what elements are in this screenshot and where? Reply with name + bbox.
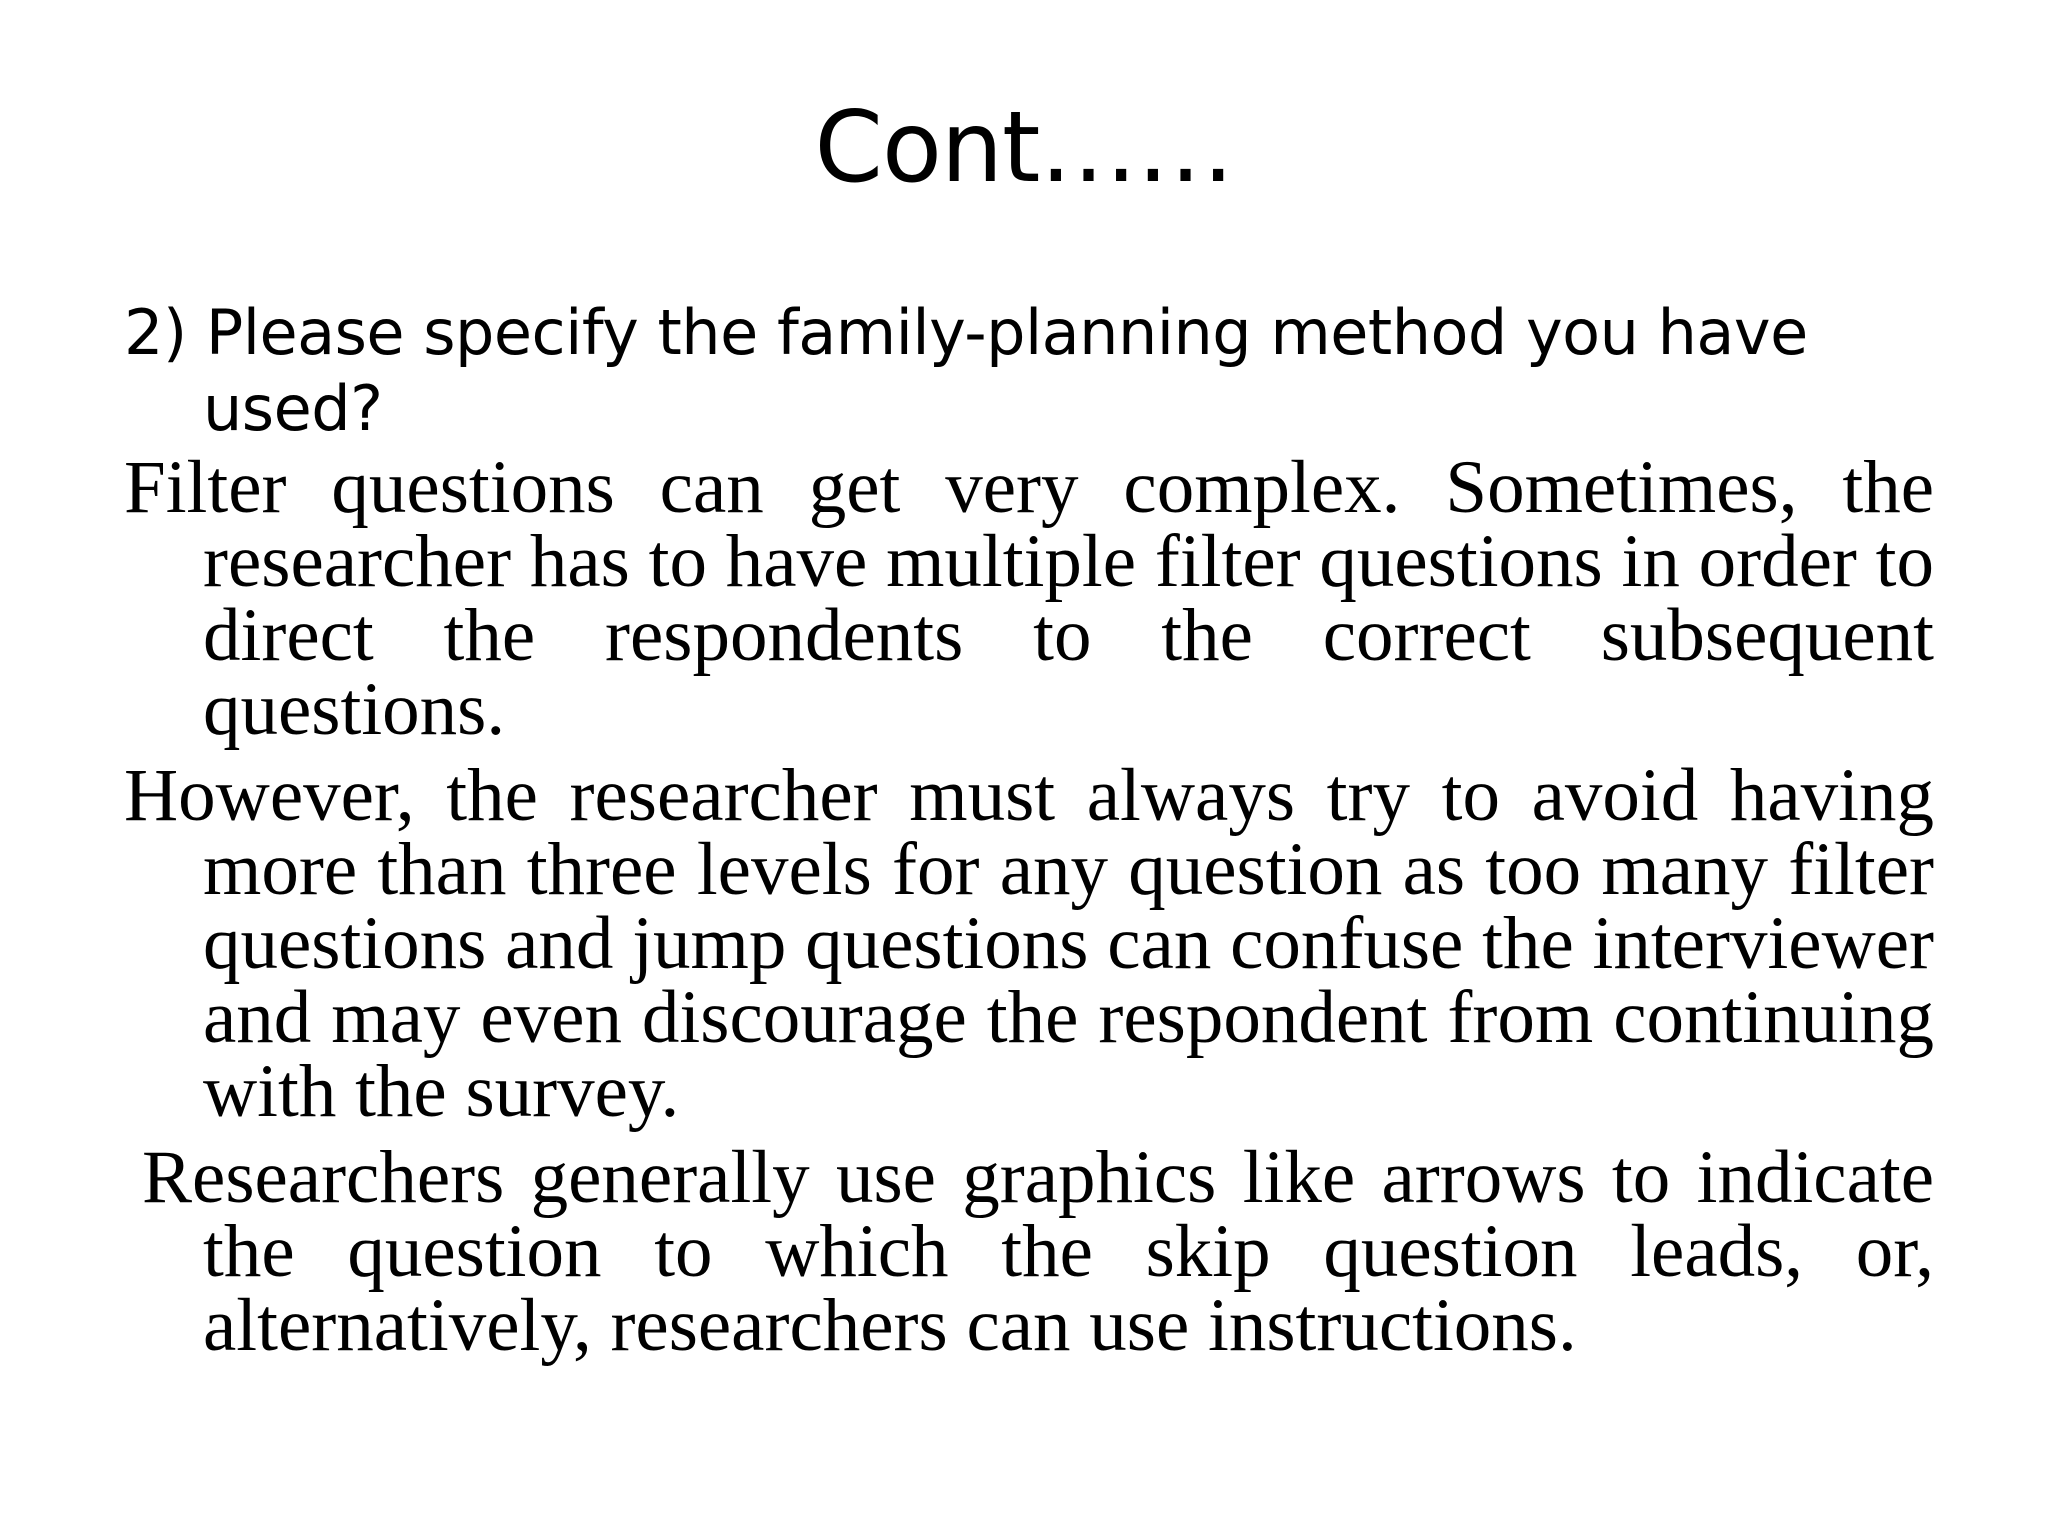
slide-title: Cont…… [814, 91, 1234, 205]
paragraph-graphics-instructions: Researchers generally use graphics like arrows to indicate the question to which the skip question leads, or, alternatively, researchers can use instructions. [142, 1136, 1934, 1367]
question-example: 2) Please specify the family-planning method you have used? [124, 296, 1808, 445]
paragraph-avoid-levels: However, the researcher must always try to avoid having more than three levels for any question as too many filter questions and jump questions can confuse the interviewer and may even discourage the respondent from continuing with the survey. [124, 754, 1934, 1133]
paragraph-filter-questions: Filter questions can get very complex. Sometimes, the researcher has to have multiple filter questions in order to direct the respondents to the correct subsequent questions. [124, 446, 1934, 751]
slide-body [124, 295, 1934, 1375]
